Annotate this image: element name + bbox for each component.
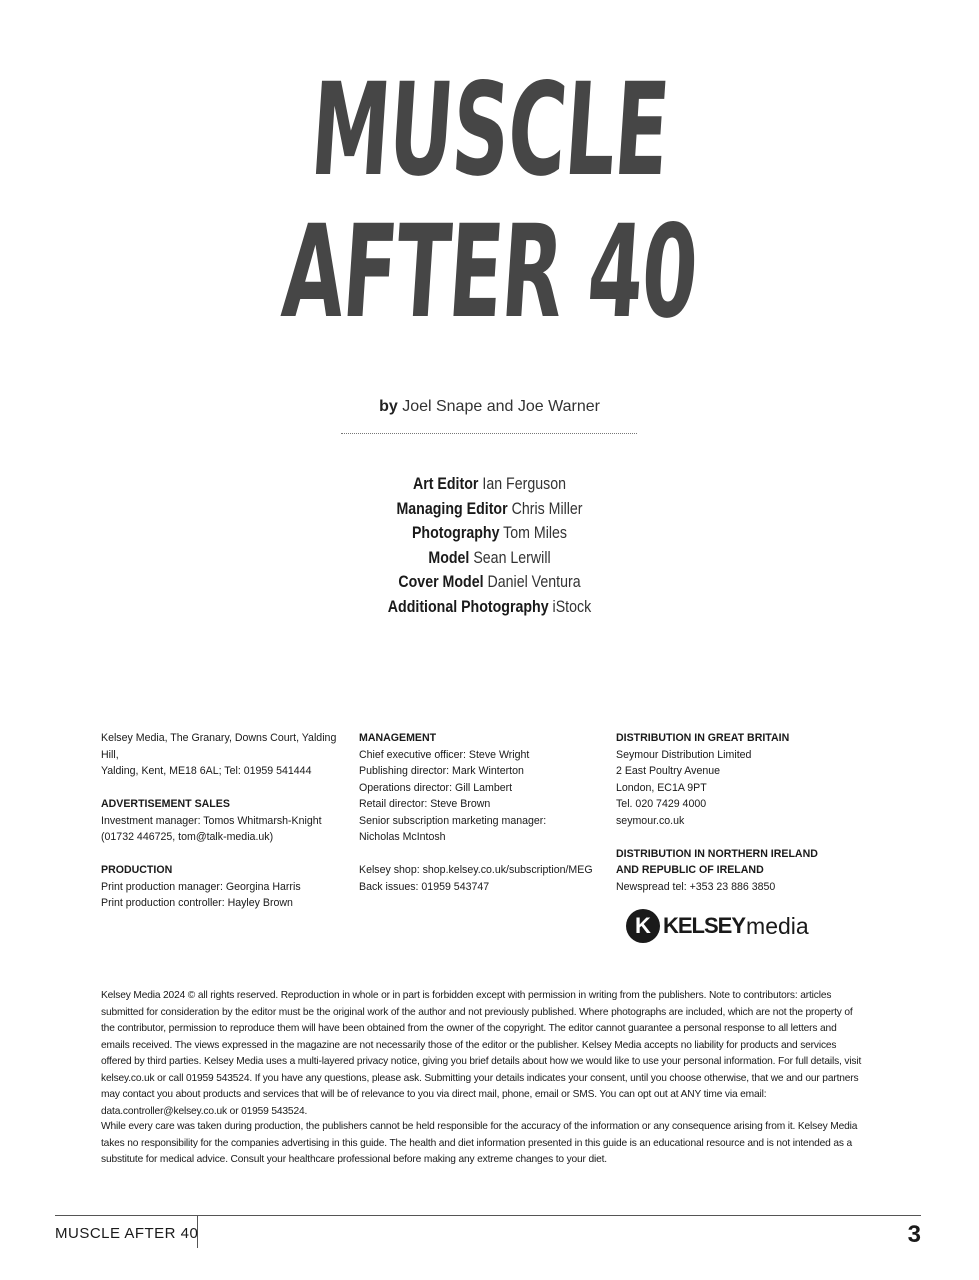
- credits-list: [0, 472, 979, 620]
- credit-name: Tom Miles: [503, 524, 568, 543]
- production-line: Print production manager: Georgina Harris: [101, 880, 301, 893]
- footer-book-title: MUSCLE AFTER 40: [55, 1225, 199, 1242]
- credit-row: [69, 521, 911, 546]
- logo-suffix-text: media: [746, 912, 809, 939]
- info-column-management: [359, 730, 604, 912]
- credit-row: [69, 472, 911, 497]
- management-line: Retail director: Steve Brown: [359, 798, 491, 810]
- management-line: Chief executive officer: Steve Wright: [359, 748, 530, 761]
- copyright-notice: Kelsey Media 2024 © all rights reserved. Reproduction in whole or in part is forbidden except with permission in writing from the publishers. Note to contributors: articles submitted for consideration by the editor must be the original work of the author and not previously published. Where photographs are included, which are not the property of the contributor, permission to reproduce them will have been obtained from the owner of the copyright. The editor cannot guarantee a personal response to all letters and emails received. The views expressed in the magazine are not necessarily those of the editor or the publisher. Kelsey Media accepts no liability for products and services offered by third parties. Kelsey Media uses a multi-layered privacy notice, giving you brief details about how we would like to use your personal information. For full details, visit kelsey.co.uk or call 01959 543524. If you have any questions, please ask. Submitting your details indicates your consent, until you choose otherwise, that we and our partners may contact you about products and services that will be of relevance to you via direct mail, phone, email or SMS. You can opt out at ANY time via email: data.controller@kelsey.co.uk or 01959 543524.: [101, 990, 862, 1117]
- shop-section: [359, 862, 604, 895]
- management-heading: MANAGEMENT: [359, 732, 437, 744]
- credit-name: Sean Lerwill: [473, 548, 551, 567]
- distribution-ni-section: [616, 846, 876, 896]
- kelsey-k-icon: K: [626, 909, 660, 943]
- distribution-gb-line: 2 East Poultry Avenue: [616, 765, 721, 777]
- byline-by: by: [379, 398, 398, 415]
- distribution-ni-heading: AND REPUBLIC OF IRELAND: [616, 864, 764, 876]
- footer-rule: [55, 1215, 921, 1216]
- management-section: [359, 730, 604, 846]
- kelsey-media-logo: [626, 906, 809, 946]
- info-column-distribution: [616, 730, 876, 912]
- management-line: Nicholas McIntosh: [359, 831, 446, 843]
- management-line: Senior subscription marketing manager:: [359, 814, 547, 827]
- distribution-ni-heading: DISTRIBUTION IN NORTHERN IRELAND: [616, 847, 818, 860]
- book-title: [0, 56, 979, 347]
- logo-brand-text: KELSEY: [663, 913, 746, 938]
- credit-name: Daniel Ventura: [487, 573, 581, 592]
- shop-line: Kelsey shop: shop.kelsey.co.uk/subscription/MEG: [359, 864, 593, 876]
- byline: [0, 398, 979, 416]
- production-line: Print production controller: Hayley Brown: [101, 897, 293, 909]
- distribution-gb-line: Seymour Distribution Limited: [616, 748, 752, 761]
- disclaimer-notice: While every care was taken during production, the publishers cannot be held responsible for the accuracy of the information or any consequence arising from it. Kelsey Media takes no responsibility for the companies advertising in this guide. The health and diet information presented in this guide is an educational resource and is not intended as a substitute for medical advice. Consult your healthcare professional before making any extreme changes to your diet.: [101, 1121, 858, 1165]
- production-heading: PRODUCTION: [101, 864, 173, 876]
- distribution-gb-section: [616, 730, 876, 829]
- management-line: Publishing director: Mark Winterton: [359, 765, 524, 777]
- credit-role: Cover Model: [398, 573, 484, 592]
- credit-row: [69, 497, 911, 522]
- distribution-gb-line: Tel. 020 7429 4000: [616, 798, 707, 810]
- credit-role: Photography: [411, 524, 500, 543]
- distribution-gb-line: London, EC1A 9PT: [616, 781, 707, 794]
- distribution-gb-line: seymour.co.uk: [616, 814, 685, 827]
- byline-authors: Joel Snape and Joe Warner: [402, 398, 600, 415]
- production-section: [101, 862, 346, 912]
- credit-role: Additional Photography: [387, 597, 549, 616]
- info-column-publisher: [101, 730, 346, 928]
- dotted-divider: [341, 433, 637, 434]
- credit-row: [69, 570, 911, 595]
- distribution-ni-line: Newspread tel: +353 23 886 3850: [616, 880, 776, 893]
- address-line: Kelsey Media, The Granary, Downs Court, Yalding Hill,: [101, 732, 337, 761]
- credit-row: [69, 546, 911, 571]
- credit-name: iStock: [552, 597, 592, 616]
- publisher-address: [101, 730, 346, 780]
- credit-role: Model: [428, 548, 470, 567]
- ad-sales-section: [101, 796, 346, 846]
- credit-role: Art Editor: [412, 475, 479, 493]
- credit-row: [69, 595, 911, 620]
- credit-role: Managing Editor: [396, 499, 508, 518]
- credit-name: Chris Miller: [511, 499, 583, 518]
- credit-name: Ian Ferguson: [482, 475, 566, 493]
- management-line: Operations director: Gill Lambert: [359, 781, 513, 794]
- ad-sales-heading: ADVERTISEMENT SALES: [101, 798, 230, 810]
- book-title-line-1: MUSCLE: [306, 56, 673, 205]
- book-title-line-2: AFTER 40: [278, 198, 702, 347]
- shop-line: Back issues: 01959 543747: [359, 880, 490, 893]
- page-number: 3: [907, 1221, 921, 1248]
- ad-sales-line: Investment manager: Tomos Whitmarsh-Knight: [101, 814, 322, 827]
- address-line: Yalding, Kent, ME18 6AL; Tel: 01959 541444: [101, 765, 312, 777]
- ad-sales-line: (01732 446725, tom@talk-media.uk): [101, 831, 274, 843]
- distribution-gb-heading: DISTRIBUTION IN GREAT BRITAIN: [616, 732, 790, 744]
